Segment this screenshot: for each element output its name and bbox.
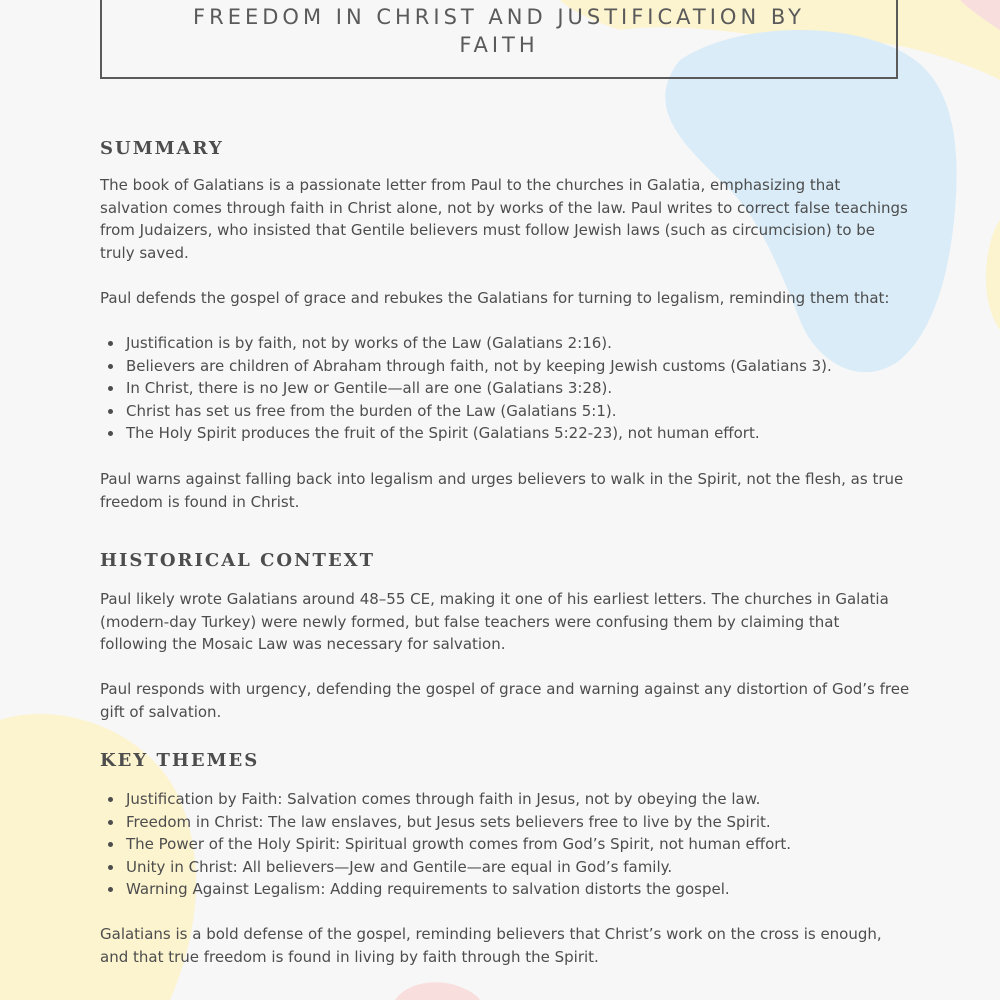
summary-paragraph-2: Paul defends the gospel of grace and rebukes the Galatians for turning to legalism, reminding them that: — [100, 289, 890, 307]
title-box — [100, 0, 898, 79]
list-item: Christ has set us free from the burden of the Law (Galatians 5:1). — [126, 400, 936, 423]
historical-context-heading: HISTORICAL CONTEXT — [100, 550, 376, 571]
summary-bullet-list — [100, 332, 936, 445]
list-item: In Christ, there is no Jew or Gentile—all are one (Galatians 3:28). — [126, 377, 936, 400]
key-themes-heading: KEY THEMES — [100, 750, 260, 771]
historical-paragraph-1: Paul likely wrote Galatians around 48–55 CE, making it one of his earliest letters. The churches in Galatia (modern-day Turkey) were newly formed, but false teachers were confusing them by claiming that following the Mosaic Law was necessary for salvation. — [100, 590, 889, 653]
list-item: The Power of the Holy Spirit: Spiritual growth comes from God’s Spirit, not human effort. — [126, 833, 936, 856]
summary-heading: SUMMARY — [100, 138, 224, 159]
list-item: The Holy Spirit produces the fruit of the Spirit (Galatians 5:22-23), not human effort. — [126, 422, 936, 445]
list-item: Justification by Faith: Salvation comes through faith in Jesus, not by obeying the law. — [126, 788, 936, 811]
list-item: Believers are children of Abraham through faith, not by keeping Jewish customs (Galatians 3). — [126, 355, 936, 378]
summary-paragraph-1: The book of Galatians is a passionate letter from Paul to the churches in Galatia, emphasizing that salvation comes through faith in Christ alone, not by works of the law. Paul writes to correct false teachings from Judaizers, who insisted that Gentile believers must follow Jewish laws (such as circumcision) to be truly saved. — [100, 176, 908, 262]
list-item: Freedom in Christ: The law enslaves, but Jesus sets believers free to live by the Spirit. — [126, 811, 936, 834]
closing-paragraph: Galatians is a bold defense of the gospel, reminding believers that Christ’s work on the cross is enough, and that true freedom is found in living by faith through the Spirit. — [100, 925, 882, 966]
key-themes-bullet-list — [100, 788, 936, 901]
historical-paragraph-2: Paul responds with urgency, defending the gospel of grace and warning against any distortion of God’s free gift of salvation. — [100, 680, 910, 721]
summary-paragraph-3: Paul warns against falling back into legalism and urges believers to walk in the Spirit, not the flesh, as true freedom is found in Christ. — [100, 470, 904, 511]
document-title: FREEDOM IN CHRIST AND JUSTIFICATION BY FAITH — [193, 5, 805, 57]
list-item: Unity in Christ: All believers—Jew and Gentile—are equal in God’s family. — [126, 856, 936, 879]
list-item: Justification is by faith, not by works of the Law (Galatians 2:16). — [126, 332, 936, 355]
list-item: Warning Against Legalism: Adding requirements to salvation distorts the gospel. — [126, 878, 936, 901]
